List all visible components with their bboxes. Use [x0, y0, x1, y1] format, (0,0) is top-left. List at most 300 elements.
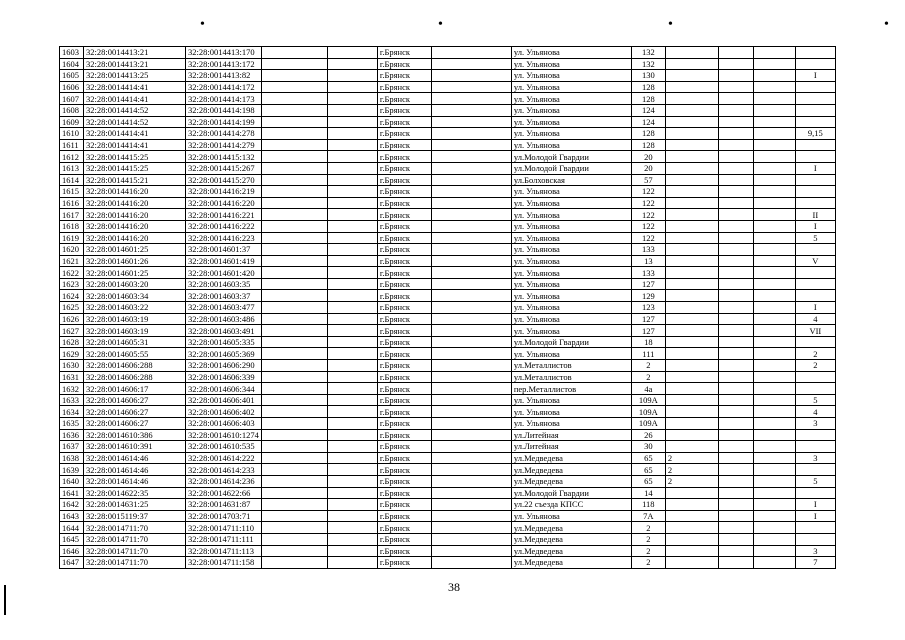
city-cell: г.Брянск — [377, 383, 431, 395]
house-cell: 2 — [631, 360, 665, 372]
table-row — [60, 116, 836, 128]
empty-cell — [261, 522, 327, 534]
empty-cell — [431, 545, 511, 557]
empty-cell — [718, 209, 753, 221]
note-cell — [795, 267, 835, 279]
cadastral-number-cell: 32:28:0014601:419 — [186, 255, 262, 267]
empty-cell — [718, 371, 753, 383]
table-row — [60, 70, 836, 82]
cadastral-number-cell: 32:28:0014605:369 — [186, 348, 262, 360]
extra-cell — [665, 499, 718, 511]
house-cell: 109А — [631, 394, 665, 406]
row-number: 1645 — [60, 533, 84, 545]
street-cell: ул.Медведева — [511, 557, 631, 569]
house-cell: 130 — [631, 70, 665, 82]
cadastral-number-cell: 32:28:0014606:27 — [84, 394, 186, 406]
cadastral-number-cell: 32:28:0014605:31 — [84, 336, 186, 348]
street-cell: ул. Ульянова — [511, 348, 631, 360]
note-cell — [795, 522, 835, 534]
empty-cell — [431, 244, 511, 256]
street-cell: ул. Ульянова — [511, 116, 631, 128]
empty-cell — [753, 197, 795, 209]
empty-cell — [753, 441, 795, 453]
extra-cell — [665, 47, 718, 59]
table-row — [60, 197, 836, 209]
row-number: 1604 — [60, 58, 84, 70]
cadastral-number-cell: 32:28:0014414:199 — [186, 116, 262, 128]
house-cell: 2 — [631, 522, 665, 534]
empty-cell — [327, 116, 377, 128]
note-cell — [795, 104, 835, 116]
house-cell: 122 — [631, 186, 665, 198]
empty-cell — [753, 325, 795, 337]
extra-cell — [665, 418, 718, 430]
note-cell — [795, 441, 835, 453]
empty-cell — [753, 244, 795, 256]
extra-cell — [665, 220, 718, 232]
table-row — [60, 186, 836, 198]
house-cell: 128 — [631, 128, 665, 140]
row-number: 1616 — [60, 197, 84, 209]
empty-cell — [261, 302, 327, 314]
table-row — [60, 162, 836, 174]
note-cell — [795, 151, 835, 163]
city-cell: г.Брянск — [377, 128, 431, 140]
house-cell: 129 — [631, 290, 665, 302]
cadastral-number-cell: 32:28:0014606:401 — [186, 394, 262, 406]
row-number: 1623 — [60, 278, 84, 290]
empty-cell — [753, 452, 795, 464]
house-cell: 122 — [631, 209, 665, 221]
row-number: 1615 — [60, 186, 84, 198]
empty-cell — [718, 255, 753, 267]
table-row — [60, 545, 836, 557]
empty-cell — [261, 47, 327, 59]
empty-cell — [718, 510, 753, 522]
city-cell: г.Брянск — [377, 70, 431, 82]
row-number: 1622 — [60, 267, 84, 279]
empty-cell — [327, 220, 377, 232]
empty-cell — [261, 197, 327, 209]
cadastral-number-cell: 32:28:0014413:172 — [186, 58, 262, 70]
extra-cell — [665, 209, 718, 221]
empty-cell — [753, 499, 795, 511]
empty-cell — [718, 336, 753, 348]
house-cell: 18 — [631, 336, 665, 348]
cadastral-number-cell: 32:28:0014414:52 — [84, 116, 186, 128]
cadastral-number-cell: 32:28:0014413:82 — [186, 70, 262, 82]
extra-cell — [665, 128, 718, 140]
house-cell: 127 — [631, 325, 665, 337]
cadastral-number-cell: 32:28:0014603:19 — [84, 313, 186, 325]
row-number: 1626 — [60, 313, 84, 325]
empty-cell — [327, 452, 377, 464]
note-cell: I — [795, 220, 835, 232]
house-cell: 20 — [631, 151, 665, 163]
extra-cell — [665, 371, 718, 383]
cadastral-number-cell: 32:28:0014610:391 — [84, 441, 186, 453]
empty-cell — [327, 70, 377, 82]
street-cell: ул.Медведева — [511, 522, 631, 534]
empty-cell — [753, 232, 795, 244]
street-cell: ул. Ульянова — [511, 81, 631, 93]
note-cell — [795, 290, 835, 302]
empty-cell — [753, 302, 795, 314]
house-cell: 2 — [631, 557, 665, 569]
extra-cell: 2 — [665, 464, 718, 476]
table-row — [60, 557, 836, 569]
street-cell: ул.Болховская — [511, 174, 631, 186]
cadastral-number-cell: 32:28:0014711:158 — [186, 557, 262, 569]
row-number: 1634 — [60, 406, 84, 418]
city-cell: г.Брянск — [377, 429, 431, 441]
empty-cell — [261, 220, 327, 232]
empty-cell — [261, 244, 327, 256]
extra-cell — [665, 186, 718, 198]
empty-cell — [327, 162, 377, 174]
house-cell: 7А — [631, 510, 665, 522]
note-cell — [795, 139, 835, 151]
empty-cell — [753, 487, 795, 499]
cadastral-number-cell: 32:28:0014414:41 — [84, 139, 186, 151]
empty-cell — [431, 267, 511, 279]
empty-cell — [431, 220, 511, 232]
note-cell: I — [795, 499, 835, 511]
empty-cell — [753, 557, 795, 569]
city-cell: г.Брянск — [377, 360, 431, 372]
city-cell: г.Брянск — [377, 313, 431, 325]
empty-cell — [327, 487, 377, 499]
empty-cell — [327, 104, 377, 116]
empty-cell — [431, 197, 511, 209]
cadastral-number-cell: 32:28:0014606:290 — [186, 360, 262, 372]
empty-cell — [753, 545, 795, 557]
cadastral-number-cell: 32:28:0014413:25 — [84, 70, 186, 82]
street-cell: ул. Ульянова — [511, 394, 631, 406]
city-cell: г.Брянск — [377, 174, 431, 186]
empty-cell — [327, 232, 377, 244]
empty-cell — [327, 441, 377, 453]
empty-cell — [718, 232, 753, 244]
empty-cell — [753, 278, 795, 290]
empty-cell — [753, 394, 795, 406]
empty-cell — [261, 394, 327, 406]
house-cell: 65 — [631, 452, 665, 464]
table-row — [60, 209, 836, 221]
empty-cell — [718, 325, 753, 337]
empty-cell — [327, 47, 377, 59]
empty-cell — [718, 278, 753, 290]
empty-cell — [718, 186, 753, 198]
empty-cell — [718, 244, 753, 256]
empty-cell — [753, 186, 795, 198]
city-cell: г.Брянск — [377, 441, 431, 453]
empty-cell — [431, 128, 511, 140]
row-number: 1641 — [60, 487, 84, 499]
note-cell: 2 — [795, 348, 835, 360]
empty-cell — [718, 383, 753, 395]
empty-cell — [431, 174, 511, 186]
empty-cell — [718, 47, 753, 59]
row-number: 1603 — [60, 47, 84, 59]
city-cell: г.Брянск — [377, 336, 431, 348]
note-cell — [795, 383, 835, 395]
empty-cell — [718, 93, 753, 105]
empty-cell — [753, 360, 795, 372]
empty-cell — [431, 522, 511, 534]
cadastral-number-cell: 32:28:0014414:198 — [186, 104, 262, 116]
empty-cell — [718, 418, 753, 430]
cadastral-number-cell: 32:28:0014414:41 — [84, 81, 186, 93]
cadastral-number-cell: 32:28:0014416:221 — [186, 209, 262, 221]
extra-cell — [665, 336, 718, 348]
extra-cell — [665, 429, 718, 441]
street-cell: ул. Ульянова — [511, 325, 631, 337]
empty-cell — [718, 151, 753, 163]
note-cell — [795, 197, 835, 209]
empty-cell — [327, 464, 377, 476]
empty-cell — [261, 139, 327, 151]
street-cell: ул.Медведева — [511, 452, 631, 464]
extra-cell: 2 — [665, 452, 718, 464]
cadastral-number-cell: 32:28:0014606:344 — [186, 383, 262, 395]
cadastral-number-cell: 32:28:0014606:339 — [186, 371, 262, 383]
extra-cell — [665, 278, 718, 290]
note-cell — [795, 58, 835, 70]
extra-cell — [665, 441, 718, 453]
note-cell: 4 — [795, 313, 835, 325]
empty-cell — [261, 174, 327, 186]
table-row — [60, 441, 836, 453]
empty-cell — [753, 104, 795, 116]
extra-cell — [665, 255, 718, 267]
empty-cell — [718, 406, 753, 418]
empty-cell — [431, 232, 511, 244]
empty-cell — [718, 162, 753, 174]
house-cell: 124 — [631, 104, 665, 116]
empty-cell — [718, 116, 753, 128]
city-cell: г.Брянск — [377, 302, 431, 314]
empty-cell — [327, 302, 377, 314]
empty-cell — [753, 220, 795, 232]
extra-cell — [665, 325, 718, 337]
table-row — [60, 394, 836, 406]
extra-cell — [665, 533, 718, 545]
table-row — [60, 58, 836, 70]
note-cell: II — [795, 209, 835, 221]
note-cell: 3 — [795, 545, 835, 557]
house-cell: 109А — [631, 418, 665, 430]
cadastral-number-cell: 32:28:0014606:288 — [84, 371, 186, 383]
note-cell: I — [795, 302, 835, 314]
house-cell: 13 — [631, 255, 665, 267]
note-cell — [795, 464, 835, 476]
cadastral-number-cell: 32:28:0014416:20 — [84, 186, 186, 198]
city-cell: г.Брянск — [377, 81, 431, 93]
extra-cell — [665, 139, 718, 151]
row-number: 1642 — [60, 499, 84, 511]
empty-cell — [261, 510, 327, 522]
row-number: 1617 — [60, 209, 84, 221]
street-cell: ул. Ульянова — [511, 278, 631, 290]
cadastral-number-cell: 32:28:0014711:70 — [84, 545, 186, 557]
empty-cell — [753, 406, 795, 418]
extra-cell: 2 — [665, 475, 718, 487]
empty-cell — [327, 151, 377, 163]
empty-cell — [327, 58, 377, 70]
cadastral-number-cell: 32:28:0014601:25 — [84, 267, 186, 279]
row-number: 1639 — [60, 464, 84, 476]
street-cell: ул. Ульянова — [511, 47, 631, 59]
note-cell: 3 — [795, 452, 835, 464]
empty-cell — [431, 499, 511, 511]
empty-cell — [431, 93, 511, 105]
house-cell: 122 — [631, 220, 665, 232]
empty-cell — [718, 533, 753, 545]
empty-cell — [327, 499, 377, 511]
empty-cell — [327, 545, 377, 557]
cadastral-number-cell: 32:28:0014614:236 — [186, 475, 262, 487]
street-cell: ул. Ульянова — [511, 244, 631, 256]
empty-cell — [261, 545, 327, 557]
house-cell: 132 — [631, 47, 665, 59]
cadastral-table — [59, 46, 836, 569]
empty-cell — [327, 360, 377, 372]
extra-cell — [665, 348, 718, 360]
city-cell: г.Брянск — [377, 162, 431, 174]
table-row — [60, 232, 836, 244]
empty-cell — [327, 418, 377, 430]
empty-cell — [718, 81, 753, 93]
empty-cell — [327, 139, 377, 151]
cadastral-number-cell: 32:28:0014414:172 — [186, 81, 262, 93]
cadastral-number-cell: 32:28:0014614:233 — [186, 464, 262, 476]
extra-cell — [665, 116, 718, 128]
note-cell — [795, 47, 835, 59]
cadastral-number-cell: 32:28:0015119:37 — [84, 510, 186, 522]
cadastral-number-cell: 32:28:0014603:491 — [186, 325, 262, 337]
empty-cell — [718, 429, 753, 441]
empty-cell — [753, 139, 795, 151]
city-cell: г.Брянск — [377, 545, 431, 557]
table-row — [60, 47, 836, 59]
empty-cell — [327, 81, 377, 93]
empty-cell — [753, 429, 795, 441]
empty-cell — [327, 371, 377, 383]
empty-cell — [261, 383, 327, 395]
row-number: 1621 — [60, 255, 84, 267]
extra-cell — [665, 302, 718, 314]
table-row — [60, 267, 836, 279]
note-cell: 5 — [795, 475, 835, 487]
row-number: 1605 — [60, 70, 84, 82]
empty-cell — [327, 197, 377, 209]
extra-cell — [665, 545, 718, 557]
table-row — [60, 174, 836, 186]
empty-cell — [718, 499, 753, 511]
empty-cell — [327, 93, 377, 105]
note-cell — [795, 487, 835, 499]
row-number: 1638 — [60, 452, 84, 464]
city-cell: г.Брянск — [377, 533, 431, 545]
empty-cell — [261, 360, 327, 372]
note-cell — [795, 336, 835, 348]
row-number: 1629 — [60, 348, 84, 360]
cadastral-number-cell: 32:28:0014631:87 — [186, 499, 262, 511]
table-row — [60, 81, 836, 93]
empty-cell — [431, 406, 511, 418]
table-row — [60, 406, 836, 418]
empty-cell — [718, 557, 753, 569]
house-cell: 26 — [631, 429, 665, 441]
cadastral-number-cell: 32:28:0014414:278 — [186, 128, 262, 140]
cadastral-number-cell: 32:28:0014413:21 — [84, 58, 186, 70]
empty-cell — [431, 348, 511, 360]
table-row — [60, 139, 836, 151]
empty-cell — [261, 267, 327, 279]
extra-cell — [665, 174, 718, 186]
empty-cell — [261, 475, 327, 487]
cadastral-number-cell: 32:28:0014711:70 — [84, 533, 186, 545]
empty-cell — [327, 429, 377, 441]
empty-cell — [327, 255, 377, 267]
note-cell: 4 — [795, 406, 835, 418]
street-cell: ул.Медведева — [511, 475, 631, 487]
house-cell: 109А — [631, 406, 665, 418]
empty-cell — [753, 464, 795, 476]
table-row — [60, 325, 836, 337]
empty-cell — [753, 58, 795, 70]
empty-cell — [261, 487, 327, 499]
note-cell: 3 — [795, 418, 835, 430]
empty-cell — [753, 522, 795, 534]
street-cell: ул.Литейная — [511, 429, 631, 441]
empty-cell — [261, 348, 327, 360]
street-cell: ул. Ульянова — [511, 302, 631, 314]
house-cell: 127 — [631, 278, 665, 290]
cadastral-number-cell: 32:28:0014606:27 — [84, 406, 186, 418]
row-number: 1625 — [60, 302, 84, 314]
empty-cell — [261, 452, 327, 464]
street-cell: ул. Ульянова — [511, 267, 631, 279]
empty-cell — [718, 522, 753, 534]
note-cell: 5 — [795, 394, 835, 406]
cadastral-number-cell: 32:28:0014603:35 — [186, 278, 262, 290]
empty-cell — [431, 278, 511, 290]
table-row — [60, 429, 836, 441]
empty-cell — [431, 186, 511, 198]
punch-dot: • — [438, 17, 443, 32]
table-row — [60, 151, 836, 163]
note-cell: 9,15 — [795, 128, 835, 140]
empty-cell — [261, 290, 327, 302]
empty-cell — [261, 499, 327, 511]
table-row — [60, 348, 836, 360]
house-cell: 65 — [631, 475, 665, 487]
street-cell: ул.Молодой Гвардии — [511, 162, 631, 174]
empty-cell — [261, 162, 327, 174]
cadastral-number-cell: 32:28:0014601:26 — [84, 255, 186, 267]
cadastral-number-cell: 32:28:0014622:35 — [84, 487, 186, 499]
house-cell: 133 — [631, 244, 665, 256]
empty-cell — [431, 475, 511, 487]
row-number: 1612 — [60, 151, 84, 163]
empty-cell — [718, 290, 753, 302]
empty-cell — [327, 186, 377, 198]
empty-cell — [261, 313, 327, 325]
extra-cell — [665, 93, 718, 105]
city-cell: г.Брянск — [377, 197, 431, 209]
